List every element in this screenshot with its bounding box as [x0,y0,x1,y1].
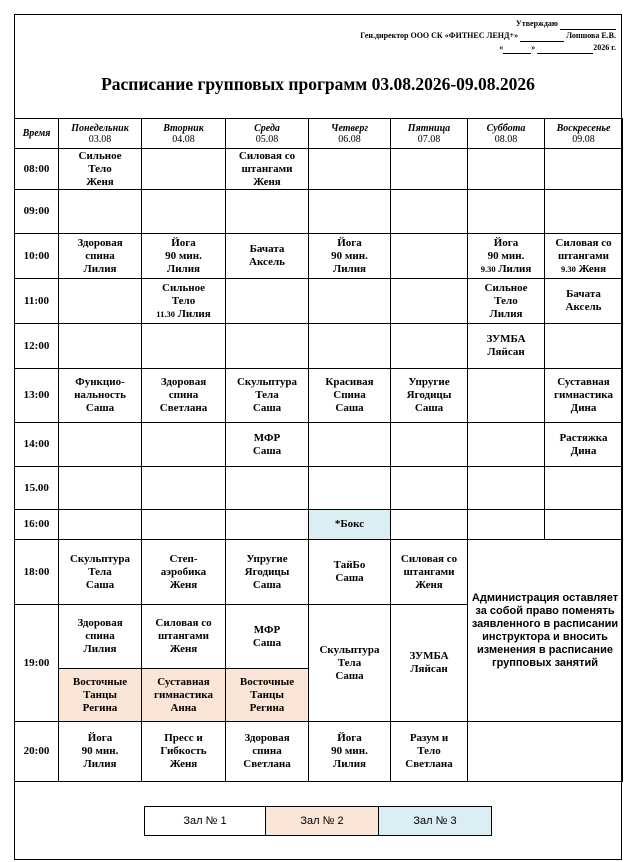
row-1500 [15,467,623,510]
class-cell: Йога 90 мин. Лилия [309,722,391,782]
empty-cell [142,149,226,190]
header-day: Воскресенье 09.08 [545,119,623,149]
empty-cell [142,467,226,510]
empty-cell [59,467,142,510]
empty-cell [226,190,309,234]
class-cell: Здоровая спина Лилия [59,234,142,279]
empty-cell [545,510,623,540]
empty-cell [309,190,391,234]
row-1800 [15,540,623,605]
time-cell: 11:00 [15,279,59,324]
class-cell: Силовая со штангами Женя [142,605,226,669]
row-1200 [15,324,623,369]
empty-cell [226,279,309,324]
class-cell: Суставная гимнастика Анна [142,669,226,722]
time-cell: 19:00 [15,605,59,722]
header-day: Пятница 07.08 [391,119,468,149]
empty-cell [59,279,142,324]
empty-cell [545,467,623,510]
empty-cell [59,510,142,540]
class-cell: ЗУМБА Ляйсан [391,605,468,722]
empty-cell [468,510,545,540]
legend-hall-3: Зал № 3 [378,807,491,835]
row-0800 [15,149,623,190]
empty-cell [226,510,309,540]
class-cell: МФР Саша [226,605,309,669]
class-cell: Степ- аэробика Женя [142,540,226,605]
class-cell: Здоровая спина Светлана [226,722,309,782]
empty-cell [309,324,391,369]
time-cell: 18:00 [15,540,59,605]
class-cell: Функцио- нальность Саша [59,369,142,423]
empty-cell [391,279,468,324]
header-day: Суббота 08.08 [468,119,545,149]
legend-hall-2: Зал № 2 [265,807,378,835]
time-cell: 14:00 [15,423,59,467]
row-1600 [15,510,623,540]
empty-cell [226,324,309,369]
empty-cell [391,149,468,190]
empty-cell [545,149,623,190]
empty-cell [545,190,623,234]
row-1000 [15,234,623,279]
class-cell: *Бокс [309,510,391,540]
empty-cell [142,423,226,467]
row-0900 [15,190,623,234]
time-cell: 09:00 [15,190,59,234]
schedule-table [14,118,623,782]
class-cell: ТайБо Саша [309,540,391,605]
class-cell: Бачата Аксель [545,279,623,324]
class-cell: Упругие Ягодицы Саша [226,540,309,605]
legend-hall-1: Зал № 1 [145,807,265,835]
class-cell: Скульптура Тела Саша [226,369,309,423]
class-cell: ЗУМБА Ляйсан [468,324,545,369]
empty-cell [391,190,468,234]
class-cell: Пресс и Гибкость Женя [142,722,226,782]
approval-position: Ген.директор ООО СК «ФИТНЕС ЛЕНД+» [360,31,519,40]
empty-cell [468,190,545,234]
empty-cell [391,510,468,540]
empty-cell [391,324,468,369]
row-1100 [15,279,623,324]
empty-cell [142,324,226,369]
row-1400 [15,423,623,467]
approval-year: 2026 г. [593,43,616,52]
empty-cell [545,324,623,369]
header-day: Четверг 06.08 [309,119,391,149]
empty-cell [391,234,468,279]
time-cell: 13:00 [15,369,59,423]
empty-cell [59,423,142,467]
empty-cell [309,423,391,467]
approval-name: Лопшова Е.В. [566,31,616,40]
class-cell: Силовая со штангами Женя [226,149,309,190]
class-cell: Суставная гимнастика Дина [545,369,623,423]
approval-date-open: « [499,43,504,52]
row-1300 [15,369,623,423]
header-day: Среда 05.08 [226,119,309,149]
class-cell: Растяжка Дина [545,423,623,467]
class-cell: Сильное Тело Женя [59,149,142,190]
empty-cell [309,149,391,190]
empty-cell [309,467,391,510]
class-cell: Силовая со штангами Женя [391,540,468,605]
empty-cell [468,369,545,423]
empty-cell [468,149,545,190]
page-title: Расписание групповых программ 03.08.2026-09.08.2026 [101,74,535,94]
class-cell: Восточные Танцы Регина [226,669,309,722]
approval-block [360,18,616,54]
class-cell: Восточные Танцы Регина [59,669,142,722]
empty-cell [59,190,142,234]
header-time: Время [15,119,59,149]
time-cell: 12:00 [15,324,59,369]
empty-cell [468,423,545,467]
header-day: Вторник 04.08 [142,119,226,149]
empty-cell [468,722,623,782]
hall-legend [144,806,492,836]
class-cell: Силовая со штангами 9.30 Женя [545,234,623,279]
class-cell: Сильное Тело Лилия [468,279,545,324]
empty-cell [142,510,226,540]
class-cell: Йога 90 мин. Лилия [142,234,226,279]
time-cell: 10:00 [15,234,59,279]
row-2000 [15,722,623,782]
class-cell: Разум и Тело Светлана [391,722,468,782]
class-cell: Сильное Тело 11.30 Лилия [142,279,226,324]
header-row [15,119,623,149]
approval-date-mid: » [531,43,536,52]
class-cell: Йога 90 мин. Лилия [309,234,391,279]
empty-cell [59,324,142,369]
time-cell: 20:00 [15,722,59,782]
time-cell: 16:00 [15,510,59,540]
notice-cell: Администрация оставляет за собой право поменять заявленного в расписании инструктора и вносить изменения в расписание групповых занятий [468,540,623,722]
time-cell: 08:00 [15,149,59,190]
empty-cell [468,467,545,510]
class-cell: Здоровая спина Лилия [59,605,142,669]
empty-cell [391,467,468,510]
header-day: Понедельник 03.08 [59,119,142,149]
class-cell: Йога 90 мин. 9.30 Лилия [468,234,545,279]
empty-cell [142,190,226,234]
approval-word: Утверждаю [515,19,558,28]
class-cell: Скульптура Тела Саша [59,540,142,605]
empty-cell [309,279,391,324]
time-cell: 15.00 [15,467,59,510]
class-cell: Здоровая спина Светлана [142,369,226,423]
class-cell: Скульптура Тела Саша [309,605,391,722]
empty-cell [391,423,468,467]
class-cell: Йога 90 мин. Лилия [59,722,142,782]
empty-cell [226,467,309,510]
class-cell: МФР Саша [226,423,309,467]
class-cell: Упругие Ягодицы Саша [391,369,468,423]
class-cell: Красивая Спина Саша [309,369,391,423]
class-cell: Бачата Аксель [226,234,309,279]
